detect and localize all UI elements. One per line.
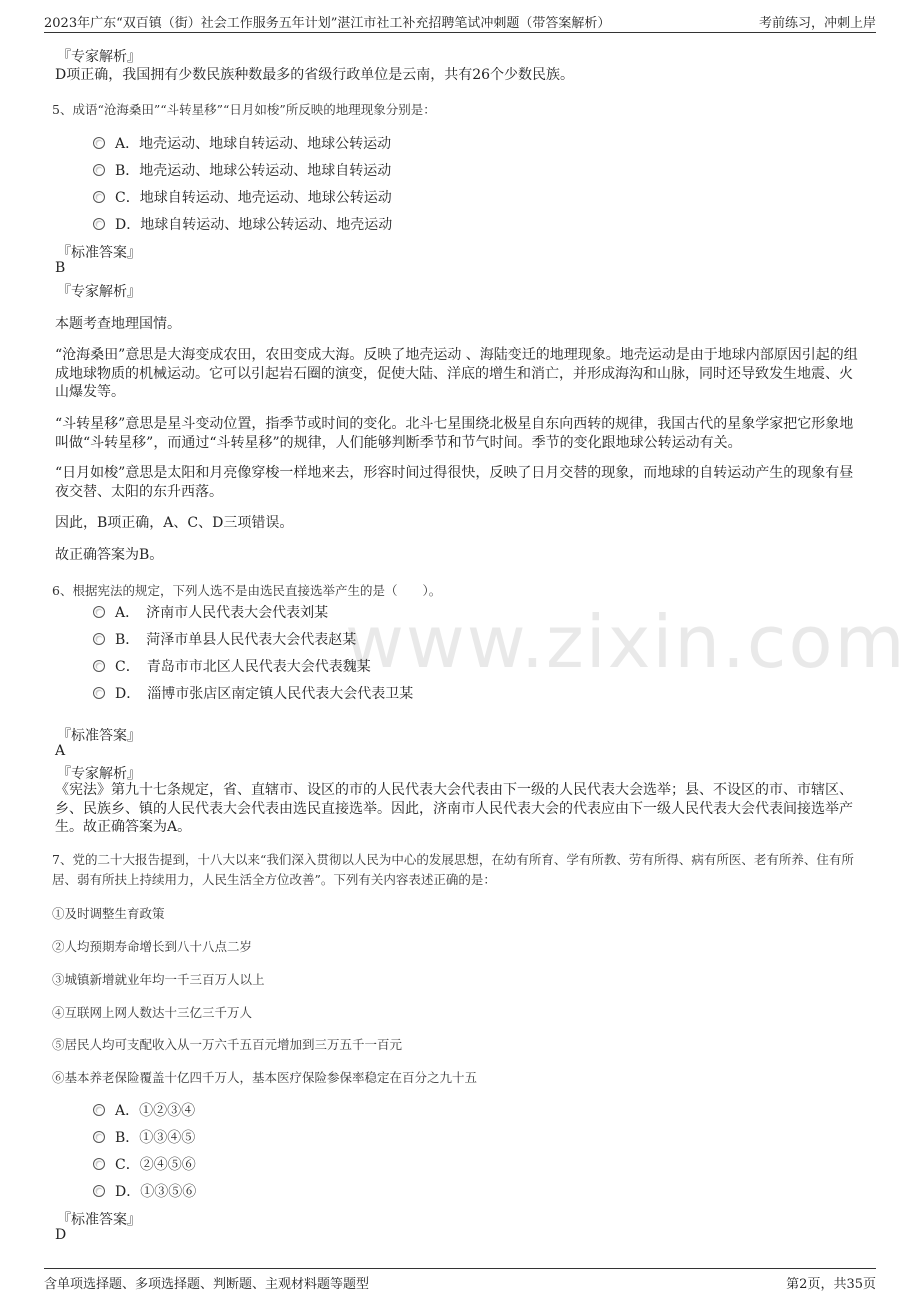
radio-icon[interactable] <box>93 606 105 618</box>
analysis-paragraph: “沧海桑田”意思是大海变成农田，农田变成大海。反映了地壳运动 、海陆变迁的地理现象。地壳运动是由于地球内部原因引起的组成地球物质的机械运动。它可以引起岩石圈的演变，促使大陆、洋底的增生和消亡，并形成海沟和山脉，同时还导致发生地震、火山爆发等。 <box>55 347 858 400</box>
standard-answer-label: 『标准答案』 <box>57 245 141 261</box>
q5-option-c[interactable]: C．地球自转运动、地壳运动、地球公转运动 <box>93 187 392 207</box>
standard-answer-label: 『标准答案』 <box>57 1212 141 1228</box>
standard-answer: D <box>55 1227 67 1243</box>
footer-question-types: 含单项选择题、多项选择题、判断题、主观材料题等题型 <box>44 1277 370 1292</box>
q7-option-d[interactable]: D．①③⑤⑥ <box>93 1181 196 1201</box>
statement-item: ⑥基本养老保险覆盖十亿四千万人，基本医疗保险参保率稳定在百分之九十五 <box>52 1070 478 1085</box>
radio-icon[interactable] <box>93 687 105 699</box>
question-5: 5、成语“沧海桑田”“斗转星移”“日月如梭”所反映的地理现象分别是： <box>52 102 436 117</box>
watermark: www.zixin.com <box>345 600 907 684</box>
analysis-paragraph: 《宪法》第九十七条规定，省、直辖市、设区的市的人民代表大会代表由下一级的人民代表大会选举；县、不设区的市、市辖区、乡、民族乡、镇的人民代表大会代表由选民直接选举。因此，济南市人民代表大会的代表应由下一级人民代表大会代表间接选举产生。故正确答案为A。 <box>55 782 853 835</box>
page-header <box>44 10 876 33</box>
question-6: 6、根据宪法的规定，下列人选不是由选民直接选举产生的是（ ）。 <box>52 583 442 598</box>
radio-icon[interactable] <box>93 1158 105 1170</box>
radio-icon[interactable] <box>93 1131 105 1143</box>
page-number: 第2页，共35页 <box>786 1277 876 1292</box>
analysis-paragraph: 本题考查地理国情。 <box>55 316 181 332</box>
radio-icon[interactable] <box>93 164 105 176</box>
expert-analysis-label: 『专家解析』 <box>57 766 141 782</box>
q7-option-c[interactable]: C．②④⑤⑥ <box>93 1154 196 1174</box>
q6-option-b[interactable]: B． 菏泽市单县人民代表大会代表赵某 <box>93 629 356 649</box>
q7-option-a[interactable]: A．①②③④ <box>93 1100 195 1120</box>
question-7: 7、党的二十大报告提到，十八大以来“我们深入贯彻以人民为中心的发展思想，在幼有所育、学有所教、劳有所得、病有所医、老有所养、住有所居、弱有所扶上持续用力，人民生活全方位改善”。下列有关内容表述正确的是： <box>52 852 854 887</box>
q5-option-b[interactable]: B．地壳运动、地球公转运动、地球自转运动 <box>93 160 391 180</box>
radio-icon[interactable] <box>93 218 105 230</box>
radio-icon[interactable] <box>93 137 105 149</box>
analysis-paragraph: 因此，B项正确，A、C、D三项错误。 <box>55 515 294 531</box>
q5-option-a[interactable]: A．地壳运动、地球自转运动、地球公转运动 <box>93 133 391 153</box>
radio-icon[interactable] <box>93 660 105 672</box>
analysis-paragraph: “日月如梭”意思是太阳和月亮像穿梭一样地来去，形容时间过得很快，反映了日月交替的现象，而地球的自转运动产生的现象有昼夜交替、太阳的东升西落。 <box>55 465 854 500</box>
standard-answer: B <box>55 260 66 276</box>
analysis-paragraph: “斗转星移”意思是星斗变动位置，指季节或时间的变化。北斗七星围绕北极星自东向西转的规律，我国古代的星象学家把它形象地叫做“斗转星移”，而通过“斗转星移”的规律，人们能够判断季节和节气时间。季节的变化跟地球公转运动有关。 <box>55 416 854 451</box>
statement-item: ③城镇新增就业年均一千三百万人以上 <box>52 972 265 987</box>
standard-answer-label: 『标准答案』 <box>57 728 141 744</box>
expert-analysis-label: 『专家解析』 <box>57 49 141 65</box>
radio-icon[interactable] <box>93 633 105 645</box>
standard-answer: A <box>55 743 66 759</box>
statement-item: ④互联网上网人数达十三亿三千万人 <box>52 1005 253 1020</box>
statement-item: ②人均预期寿命增长到八十八点二岁 <box>52 939 253 954</box>
statement-item: ⑤居民人均可支配收入从一万六千五百元增加到三万五千一百元 <box>52 1037 403 1052</box>
q5-option-d[interactable]: D．地球自转运动、地球公转运动、地壳运动 <box>93 214 392 234</box>
q6-option-c[interactable]: C． 青岛市市北区人民代表大会代表魏某 <box>93 656 371 676</box>
statement-item: ①及时调整生育政策 <box>52 906 165 921</box>
radio-icon[interactable] <box>93 191 105 203</box>
document-title: 2023年广东“双百镇（街）社会工作服务五年计划”湛江市社工补充招聘笔试冲刺题（带答案解析） <box>44 16 611 31</box>
q6-option-a[interactable]: A． 济南市人民代表大会代表刘某 <box>93 602 328 622</box>
radio-icon[interactable] <box>93 1185 105 1197</box>
analysis-paragraph: 故正确答案为B。 <box>55 547 164 563</box>
page-footer <box>44 1268 876 1293</box>
expert-analysis-label: 『专家解析』 <box>57 284 141 300</box>
header-slogan: 考前练习，冲刺上岸 <box>758 16 876 31</box>
radio-icon[interactable] <box>93 1104 105 1116</box>
expert-analysis-text: D项正确，我国拥有少数民族种数最多的省级行政单位是云南，共有26个少数民族。 <box>55 67 575 83</box>
q7-option-b[interactable]: B．①③④⑤ <box>93 1127 195 1147</box>
q6-option-d[interactable]: D． 淄博市张店区南定镇人民代表大会代表卫某 <box>93 683 413 703</box>
